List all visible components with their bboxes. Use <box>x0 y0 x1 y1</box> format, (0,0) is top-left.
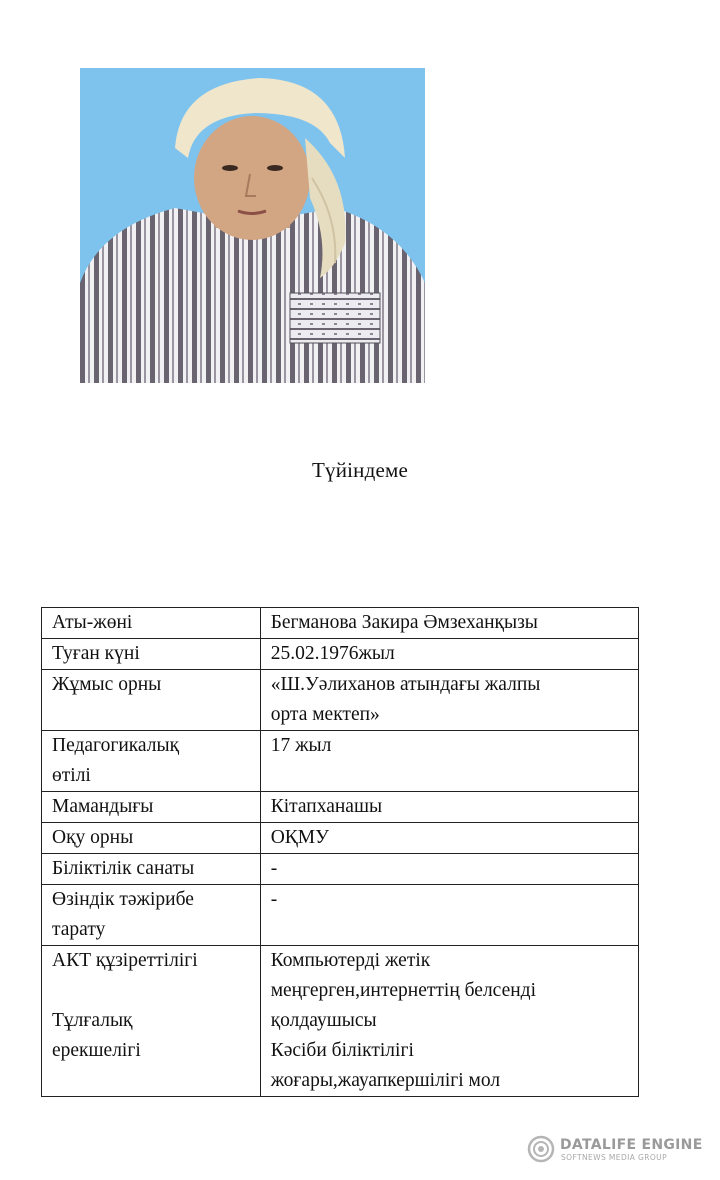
watermark-title: DATALIFE ENGINE <box>560 1137 703 1153</box>
row-label-line: Тұлғалық <box>52 1010 133 1031</box>
datalife-logo-icon <box>527 1135 555 1163</box>
row-label <box>42 792 261 823</box>
row-value <box>260 670 638 731</box>
table-row <box>42 885 639 946</box>
row-label-line: Өзіндік тәжірибе <box>52 889 194 910</box>
row-label <box>42 639 261 670</box>
row-value-line: - <box>270 858 278 879</box>
row-label-line: Оқу орны <box>52 827 134 848</box>
row-value-line: «Ш.Уәлиханов атындағы жалпы <box>270 674 541 695</box>
row-label <box>42 946 261 1097</box>
row-label-line: Туған күні <box>52 643 140 664</box>
table-row <box>42 854 639 885</box>
row-value-line: - <box>270 889 278 910</box>
row-value <box>260 731 638 792</box>
row-label <box>42 885 261 946</box>
row-value-line: 17 жыл <box>270 735 332 756</box>
table-row <box>42 823 639 854</box>
row-label <box>42 854 261 885</box>
row-value <box>260 608 638 639</box>
row-label <box>42 670 261 731</box>
row-label-line: өтілі <box>52 765 91 786</box>
row-value-line: Кітапханашы <box>270 796 383 817</box>
row-value-line: орта мектеп» <box>270 704 380 725</box>
row-value-line: Кәсіби біліктілігі <box>270 1040 414 1061</box>
row-value-line: жоғары,жауапкершілігі мол <box>270 1070 501 1091</box>
table-row <box>42 946 639 1097</box>
row-value <box>260 885 638 946</box>
row-value <box>260 823 638 854</box>
row-label <box>42 731 261 792</box>
row-value <box>260 854 638 885</box>
row-value-line: Бегманова Закира Әмзеханқызы <box>270 612 538 633</box>
row-label-line: АКТ құзіреттілігі <box>52 950 198 971</box>
row-label-line: ерекшелігі <box>52 1040 141 1061</box>
table-row <box>42 731 639 792</box>
row-label-line: Мамандығы <box>52 796 154 817</box>
row-label-line: Аты-жөні <box>52 612 133 633</box>
document-title: Түйіндеме <box>311 458 409 482</box>
table-row <box>42 792 639 823</box>
table-row <box>42 608 639 639</box>
info-table <box>41 607 639 1097</box>
watermark <box>527 1135 707 1165</box>
row-value-line: Компьютерді жетік <box>270 950 431 971</box>
row-value <box>260 792 638 823</box>
portrait-photo <box>80 68 425 383</box>
row-label-line: Біліктілік санаты <box>52 858 195 879</box>
row-value-line: меңгерген,интернеттің белсенді <box>270 980 537 1001</box>
table-row <box>42 670 639 731</box>
row-value <box>260 946 638 1097</box>
row-label <box>42 823 261 854</box>
row-label-line: Жұмыс орны <box>52 674 162 695</box>
row-label-line: Педагогикалық <box>52 735 180 756</box>
row-label <box>42 608 261 639</box>
spacer <box>52 976 250 1006</box>
row-label-line: тарату <box>52 919 106 940</box>
row-value-line: 25.02.1976жыл <box>270 643 395 664</box>
row-value <box>260 639 638 670</box>
row-value-line: ОҚМУ <box>270 827 329 848</box>
table-row <box>42 639 639 670</box>
row-value-line: қолдаушысы <box>270 1010 377 1031</box>
watermark-subtitle: SOFTNEWS MEDIA GROUP <box>561 1153 667 1162</box>
